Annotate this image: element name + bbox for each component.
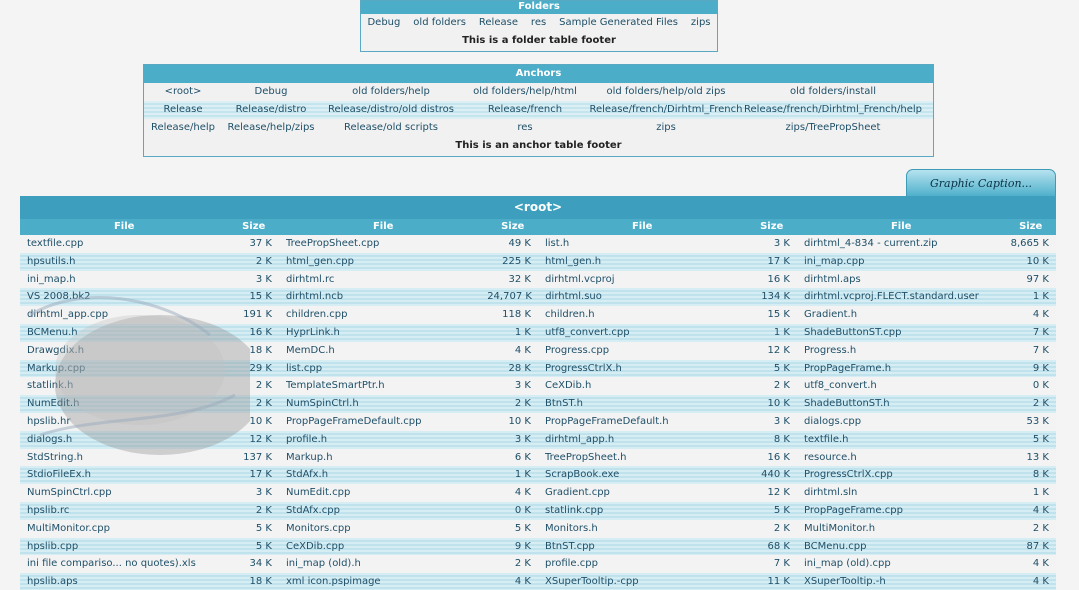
file-link[interactable]: hpslib.cpp	[27, 540, 79, 552]
file-link[interactable]: PropPageFrame.cpp	[804, 504, 903, 516]
table-row	[20, 306, 1056, 324]
file-table-title: <root>	[20, 196, 1056, 219]
file-link[interactable]: ini file compariso... no quotes).xls	[27, 558, 196, 570]
file-size: 15 K	[249, 291, 272, 303]
file-size: 37 K	[249, 238, 272, 249]
file-size: 4 K	[514, 576, 531, 588]
table-row	[20, 395, 1056, 413]
folder-link[interactable]: Debug	[367, 17, 401, 28]
file-link[interactable]: utf8_convert.cpp	[545, 326, 630, 338]
anchor-link[interactable]: old folders/help	[352, 86, 430, 97]
file-size: 16 K	[249, 326, 272, 338]
anchor-link[interactable]: Release/old scripts	[344, 122, 438, 133]
file-link[interactable]: XSuperTooltip.-cpp	[545, 576, 639, 588]
table-row	[20, 288, 1056, 306]
file-size: 6 K	[514, 451, 531, 463]
table-row	[20, 484, 1056, 502]
file-link[interactable]: ini_map (old).cpp	[804, 558, 891, 570]
anchor-row	[144, 101, 933, 119]
file-link[interactable]: dirhtml.suo	[545, 291, 602, 303]
table-row	[20, 555, 1056, 573]
folders-footer: This is a folder table footer	[462, 35, 616, 46]
file-size: 5 K	[255, 540, 272, 552]
file-size: 0 K	[1032, 380, 1049, 392]
file-link[interactable]: html_gen.cpp	[286, 255, 354, 267]
file-link[interactable]: statlink.h	[27, 380, 74, 392]
folder-link[interactable]: Sample Generated Files	[559, 17, 678, 28]
file-size: 12 K	[767, 487, 790, 499]
file-size: 4 K	[514, 344, 531, 356]
file-link[interactable]: textfile.cpp	[27, 238, 84, 249]
anchor-link[interactable]: zips/TreePropSheet	[785, 122, 881, 133]
file-link[interactable]: StdString.h	[27, 451, 83, 463]
file-link[interactable]: hpslib.rc	[27, 504, 70, 516]
file-link[interactable]: Markup.h	[286, 451, 333, 463]
file-size: 1 K	[514, 326, 531, 338]
file-size: 5 K	[773, 362, 790, 374]
file-table-header	[20, 219, 1056, 235]
file-size: 9 K	[514, 540, 531, 552]
anchor-link[interactable]: old folders/help/html	[473, 86, 577, 97]
file-link[interactable]: PropPageFrameDefault.cpp	[286, 415, 422, 427]
file-size: 28 K	[508, 362, 531, 374]
file-size: 8,665 K	[1010, 238, 1049, 249]
file-link[interactable]: dialogs.h	[27, 433, 73, 445]
file-link[interactable]: StdioFileEx.h	[27, 469, 91, 481]
column-header-size: Size	[760, 221, 784, 232]
column-header-file: File	[631, 221, 653, 232]
file-size: 4 K	[1032, 309, 1049, 321]
file-link[interactable]: dirhtml_app.h	[545, 433, 615, 445]
file-size: 16 K	[767, 273, 790, 285]
file-size: 1 K	[514, 469, 531, 481]
file-size: 10 K	[508, 415, 531, 427]
anchor-link[interactable]: Release/distro/old distros	[328, 104, 454, 115]
anchor-link[interactable]: Release/french/Dirhtml_French/help	[744, 104, 922, 115]
table-row	[20, 573, 1056, 590]
file-size: 440 K	[761, 469, 790, 481]
file-link[interactable]: BCMenu.cpp	[804, 540, 867, 552]
column-header-size: Size	[1019, 221, 1043, 232]
table-row	[20, 449, 1056, 467]
file-link[interactable]: BCMenu.h	[27, 326, 78, 338]
file-size: 97 K	[1026, 273, 1049, 285]
file-link[interactable]: dialogs.cpp	[804, 415, 862, 427]
table-row	[20, 413, 1056, 431]
file-link[interactable]: StdAfx.cpp	[286, 504, 340, 516]
file-link[interactable]: dirhtml.vcproj.FLECT.standard.user	[804, 291, 979, 303]
file-size: 7 K	[773, 558, 790, 570]
file-link[interactable]: dirhtml_app.cpp	[27, 309, 109, 321]
file-size: 1 K	[1032, 291, 1049, 303]
file-size: 2 K	[1032, 522, 1049, 534]
file-link[interactable]: Gradient.cpp	[545, 487, 610, 499]
file-size: 2 K	[255, 398, 272, 410]
file-size: 15 K	[767, 309, 790, 321]
file-size: 9 K	[1032, 362, 1049, 374]
file-size: 8 K	[1032, 469, 1049, 481]
file-size: 2 K	[514, 558, 531, 570]
anchor-link[interactable]: zips	[656, 122, 676, 133]
file-size: 16 K	[767, 451, 790, 463]
file-size: 2 K	[255, 380, 272, 392]
file-link[interactable]: BtnST.cpp	[545, 540, 595, 552]
anchor-link[interactable]: old folders/help/old zips	[606, 86, 726, 97]
file-size: 53 K	[1026, 415, 1049, 427]
file-size: 0 K	[514, 504, 531, 516]
file-link[interactable]: CeXDib.cpp	[286, 540, 345, 552]
file-size: 34 K	[249, 558, 272, 570]
file-table	[20, 196, 1056, 590]
table-row	[20, 538, 1056, 556]
file-size: 4 K	[1032, 504, 1049, 516]
anchor-row	[144, 83, 933, 101]
file-size: 2 K	[255, 255, 272, 267]
column-header-file: File	[113, 221, 135, 232]
anchor-link[interactable]: Debug	[254, 86, 288, 97]
folder-link[interactable]: res	[530, 17, 547, 28]
file-link[interactable]: XSuperTooltip.-h	[804, 576, 886, 588]
file-size: 2 K	[773, 380, 790, 392]
file-link[interactable]: NumSpinCtrl.cpp	[27, 487, 112, 499]
file-size: 18 K	[249, 576, 272, 588]
file-size: 134 K	[761, 291, 791, 303]
file-size: 1 K	[1032, 487, 1049, 499]
file-link[interactable]: NumEdit.h	[27, 398, 80, 410]
file-link[interactable]: TemplateSmartPtr.h	[286, 380, 385, 392]
file-size: 12 K	[767, 344, 790, 356]
file-link[interactable]: children.h	[545, 309, 595, 321]
file-size: 3 K	[773, 238, 790, 249]
file-size: 3 K	[514, 433, 531, 445]
folders-table	[360, 0, 718, 52]
anchor-link[interactable]: Release/distro	[235, 104, 307, 115]
anchor-link[interactable]: res	[517, 122, 533, 133]
anchors-title: Anchors	[144, 65, 933, 83]
file-size: 1 K	[773, 326, 790, 338]
file-size: 24,707 K	[487, 291, 532, 303]
file-link[interactable]: TreePropSheet.h	[545, 451, 627, 463]
anchor-link[interactable]: Release/help/zips	[227, 122, 315, 133]
file-link[interactable]: dirhtml.aps	[804, 273, 861, 285]
file-link[interactable]: ShadeButtonST.h	[804, 398, 890, 410]
file-link[interactable]: dirhtml.vcproj	[545, 273, 615, 285]
table-row	[20, 431, 1056, 449]
table-row	[20, 520, 1056, 538]
anchor-rows	[144, 83, 933, 137]
file-link[interactable]: hpsutils.h	[27, 255, 76, 267]
file-link[interactable]: CeXDib.h	[545, 380, 592, 392]
file-link[interactable]: NumEdit.cpp	[286, 487, 351, 499]
table-row	[20, 271, 1056, 289]
file-link[interactable]: dirhtml.ncb	[285, 291, 344, 303]
file-link[interactable]: PropPageFrame.h	[804, 362, 892, 374]
file-link[interactable]: dirhtml.rc	[286, 273, 335, 285]
file-link[interactable]: ShadeButtonST.cpp	[804, 326, 902, 338]
file-size: 12 K	[249, 433, 272, 445]
file-link[interactable]: resource.h	[804, 451, 857, 463]
table-row	[20, 502, 1056, 520]
file-size: 8 K	[773, 433, 790, 445]
file-link[interactable]: profile.cpp	[545, 558, 598, 570]
file-size: 10 K	[1026, 255, 1049, 267]
file-size: 118 K	[502, 309, 531, 321]
file-size: 4 K	[1032, 558, 1049, 570]
file-link[interactable]: hpslib.hr	[27, 415, 71, 427]
folder-link[interactable]: old folders	[413, 17, 466, 28]
file-link[interactable]: Monitors.h	[545, 522, 598, 534]
anchor-link[interactable]: Release/help	[150, 122, 216, 133]
file-size: 17 K	[249, 469, 272, 481]
file-link[interactable]: statlink.cpp	[545, 504, 604, 516]
file-size: 3 K	[514, 380, 531, 392]
folders-title: Folders	[361, 1, 717, 14]
table-row	[20, 235, 1056, 253]
file-link[interactable]: Progress.h	[804, 344, 857, 356]
file-link[interactable]: ScrapBook.exe	[545, 469, 620, 481]
file-size: 10 K	[249, 415, 272, 427]
file-link[interactable]: StdAfx.h	[286, 469, 329, 481]
file-link[interactable]: Markup.cpp	[27, 362, 86, 374]
anchor-link[interactable]: Release/french/Dirhtml_French	[589, 104, 743, 115]
file-size: 5 K	[773, 504, 790, 516]
file-size: 49 K	[508, 238, 531, 249]
file-link[interactable]: MultiMonitor.cpp	[27, 522, 110, 534]
table-row	[20, 324, 1056, 342]
table-row	[20, 253, 1056, 271]
file-size: 137 K	[243, 451, 272, 463]
column-header-size: Size	[242, 221, 266, 232]
file-size: 17 K	[767, 255, 790, 267]
column-header-file: File	[890, 221, 912, 232]
graphic-caption-tab: Graphic Caption...	[906, 169, 1056, 196]
file-link[interactable]: dirhtml_4-834 - current.zip	[804, 238, 938, 249]
folder-link[interactable]: zips	[690, 17, 711, 28]
file-size: 13 K	[1026, 451, 1049, 463]
file-size: 3 K	[255, 273, 272, 285]
file-size: 2 K	[514, 398, 531, 410]
anchor-row	[144, 119, 933, 137]
file-size: 18 K	[249, 344, 272, 356]
anchors-footer: This is an anchor table footer	[455, 140, 622, 151]
column-header-file: File	[372, 221, 394, 232]
file-size: 5 K	[1032, 433, 1049, 445]
file-link[interactable]: Drawgdix.h	[27, 344, 85, 356]
file-size: 2 K	[1032, 398, 1049, 410]
file-link[interactable]: ini_map.h	[27, 273, 76, 285]
file-size: 29 K	[249, 362, 272, 374]
file-size: 4 K	[514, 487, 531, 499]
file-link[interactable]: textfile.h	[804, 433, 849, 445]
file-link[interactable]: ProgressCtrlX.h	[545, 362, 622, 374]
file-size: 11 K	[767, 576, 790, 588]
file-link[interactable]: PropPageFrameDefault.h	[545, 415, 669, 427]
file-link[interactable]: ini_map.cpp	[804, 255, 865, 267]
table-row	[20, 342, 1056, 360]
file-size: 5 K	[255, 522, 272, 534]
file-link[interactable]: list.cpp	[286, 362, 323, 374]
file-size: 10 K	[767, 398, 790, 410]
file-link[interactable]: HyprLink.h	[286, 326, 340, 338]
file-size: 7 K	[1032, 326, 1049, 338]
file-size: 7 K	[1032, 344, 1049, 356]
file-link[interactable]: BtnST.h	[545, 398, 583, 410]
file-size: 3 K	[255, 487, 272, 499]
file-size: 2 K	[255, 504, 272, 516]
file-size: 32 K	[508, 273, 531, 285]
anchor-link[interactable]: Release/french	[487, 104, 563, 115]
file-link[interactable]: Monitors.cpp	[286, 522, 351, 534]
column-header-size: Size	[501, 221, 525, 232]
folders-row	[361, 14, 717, 32]
file-link[interactable]: ini_map (old).h	[286, 558, 361, 570]
file-link[interactable]: utf8_convert.h	[804, 380, 877, 392]
file-link[interactable]: NumSpinCtrl.h	[286, 398, 359, 410]
file-size: 3 K	[773, 415, 790, 427]
file-link[interactable]: ProgressCtrlX.cpp	[804, 469, 893, 481]
file-link[interactable]: xml icon.pspimage	[286, 576, 381, 588]
file-link[interactable]: MemDC.h	[286, 344, 335, 356]
table-row	[20, 360, 1056, 378]
file-size: 87 K	[1026, 540, 1049, 552]
anchor-link[interactable]: old folders/install	[790, 86, 876, 97]
file-size: 191 K	[243, 309, 272, 321]
file-link[interactable]: VS 2008.bk2	[27, 291, 91, 303]
file-size: 4 K	[1032, 576, 1049, 588]
file-link[interactable]: children.cpp	[286, 309, 348, 321]
anchor-link[interactable]: Release	[163, 104, 203, 115]
file-link[interactable]: dirhtml.sln	[804, 487, 858, 499]
table-row	[20, 377, 1056, 395]
folder-link[interactable]: Release	[478, 17, 518, 28]
file-link[interactable]: hpslib.aps	[27, 576, 78, 588]
file-size: 5 K	[514, 522, 531, 534]
file-rows	[20, 235, 1056, 590]
anchors-table	[143, 64, 934, 157]
anchor-link[interactable]: <root>	[164, 86, 202, 97]
file-link[interactable]: profile.h	[286, 433, 328, 445]
file-link[interactable]: Gradient.h	[804, 309, 858, 321]
file-size: 225 K	[502, 255, 531, 267]
file-size: 2 K	[773, 522, 790, 534]
file-link[interactable]: TreePropSheet.cpp	[286, 238, 380, 249]
file-size: 68 K	[767, 540, 790, 552]
table-row	[20, 466, 1056, 484]
file-link[interactable]: list.h	[545, 238, 570, 249]
file-link[interactable]: MultiMonitor.h	[804, 522, 876, 534]
file-link[interactable]: Progress.cpp	[545, 344, 610, 356]
file-link[interactable]: html_gen.h	[545, 255, 602, 267]
